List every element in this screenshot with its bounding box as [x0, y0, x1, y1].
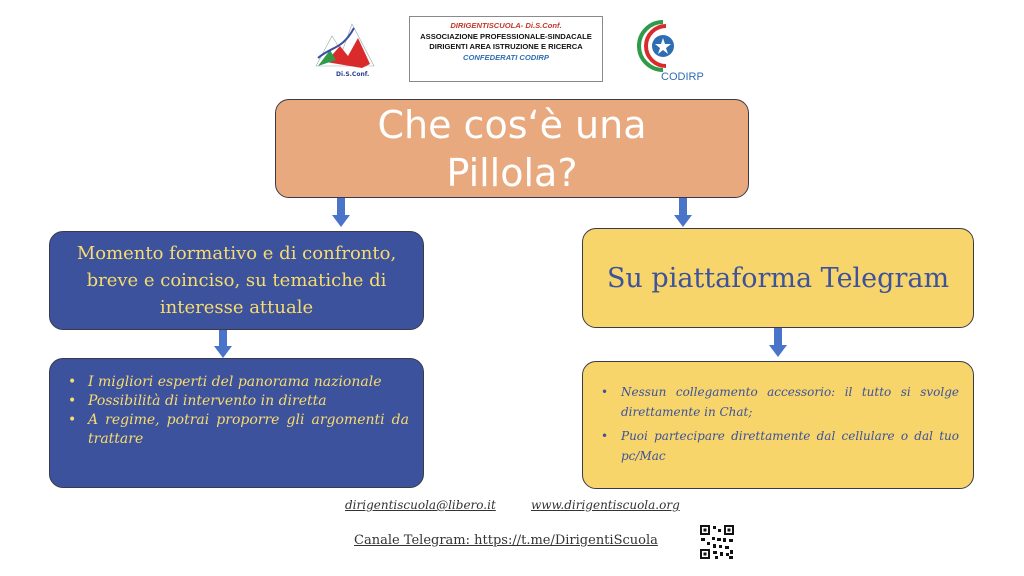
- association-name: DIRIGENTISCUOLA- Di.S.Conf.: [450, 21, 562, 30]
- right-bullet-item: • Nessun collegamento accessorio: il tutto si svolge direttamente in Chat;: [597, 382, 959, 422]
- arrow-to-left-heading: [332, 198, 350, 228]
- logo-right-label: CODIRP: [661, 71, 704, 83]
- telegram-channel-link[interactable]: Canale Telegram: https://t.me/DirigentiScuola: [354, 533, 658, 548]
- left-bullet-item: • I migliori esperti del panorama nazionale: [64, 373, 409, 392]
- logo-left-label: Di.S.Conf.: [336, 71, 370, 78]
- left-bullet-item: • Possibilità di intervento in diretta: [64, 392, 409, 411]
- association-confederation: CONFEDERATI CODIRP: [463, 52, 549, 62]
- left-bullet-item: • A regime, potrai proporre gli argomenti da trattare: [64, 411, 409, 449]
- right-heading-box: [582, 228, 974, 328]
- arrow-to-right-list: [769, 328, 787, 358]
- association-header: [409, 16, 603, 82]
- left-heading-box: [49, 231, 424, 330]
- qr-code-icon[interactable]: [699, 524, 735, 560]
- diagram-title: Che cos‘è una Pillola?: [377, 102, 647, 195]
- left-bullet-list: [64, 373, 409, 449]
- title-box: [275, 99, 749, 198]
- left-heading: Momento formativo e di confronto, breve e coinciso, su tematiche di interesse attuale: [76, 243, 397, 318]
- website-link[interactable]: www.dirigentiscuola.org: [531, 498, 680, 512]
- arrow-to-left-list: [214, 329, 232, 359]
- codirp-logo: [633, 16, 713, 92]
- right-bullet-item: • Puoi partecipare direttamente dal cellulare o dal tuo pc/Mac: [597, 426, 959, 466]
- right-bullet-list: [597, 382, 959, 466]
- email-link[interactable]: dirigentiscuola@libero.it: [345, 498, 496, 512]
- arrow-to-right-heading: [674, 198, 692, 228]
- left-bullet-box: [49, 358, 424, 488]
- association-type: ASSOCIAZIONE PROFESSIONALE-SINDACALE: [420, 31, 592, 41]
- right-heading: Su piattaforma Telegram: [606, 262, 950, 294]
- right-bullet-box: [582, 361, 974, 489]
- dis-conf-logo: [312, 16, 378, 78]
- association-area: DIRIGENTI AREA ISTRUZIONE E RICERCA: [429, 42, 583, 51]
